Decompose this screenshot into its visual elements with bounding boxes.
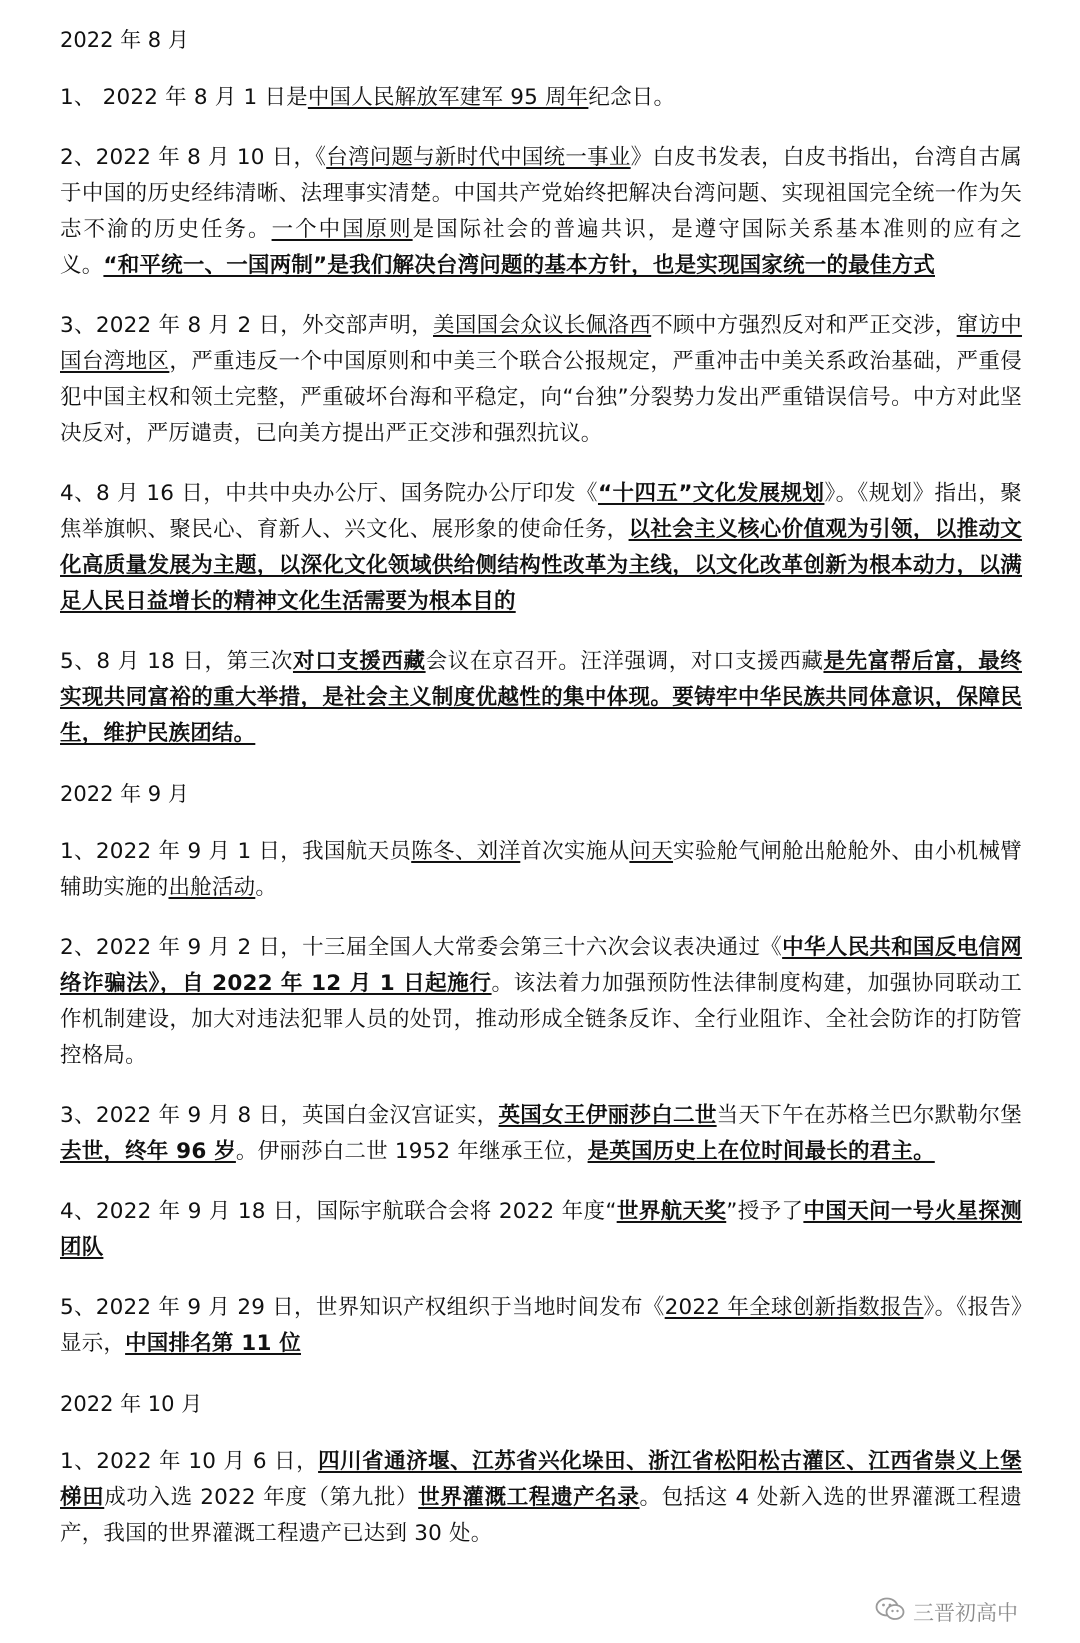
item-text: 当天下午在苏格兰巴尔默勒尔堡 — [716, 1103, 1022, 1128]
news-item — [60, 930, 1022, 1074]
item-text: 是国际社会的普遍共识，是遵守国际关系基本准则的应有之义。 — [60, 217, 1023, 278]
key-phrase: 中国人民解放军建军 95 周年 — [307, 85, 589, 110]
item-text: 。 — [255, 875, 278, 900]
key-phrase: 问天 — [629, 839, 674, 864]
item-text: 1、2022 年 10 月 6 日， — [60, 1449, 319, 1474]
news-item — [60, 644, 1022, 752]
document-content — [60, 22, 1022, 1552]
item-text: 。该法着力加强预防性法律制度构建，加强协同联动工作机制建设，加大对违法犯罪人员的处罚，推动形成全链条反诈、全行业阻诈、全社会防诈的打防管控格局。 — [60, 971, 1022, 1068]
item-text: 3、2022 年 8 月 2 日，外交部声明， — [60, 313, 434, 338]
item-text: 不顾中方强烈反对和严正交涉， — [651, 313, 957, 338]
news-item — [60, 834, 1022, 906]
item-text: ，严重违反一个中国原则和中美三个联合公报规定，严重冲击中美关系政治基础，严重侵犯中国主权和领土完整，严重破坏台海和平稳定，向“台独”分裂势力发出严重错误信号。中方对此坚决反对，严厉谴责，已向美方提出严正交涉和强烈抗议。 — [60, 349, 1022, 446]
item-text: 成功入选 2022 年度（第九批） — [104, 1485, 419, 1510]
item-text: 1、 2022 年 8 月 1 日是 — [60, 85, 308, 110]
item-text: 》白皮书发表，白皮书指出，台湾自古属于中国的历史经纬清晰、法理事实清楚。中国共产党始终把解决台湾问题、实现祖国完全统一作为矢志不渝的历史任务。 — [60, 145, 1023, 242]
item-text: ”授予了 — [726, 1199, 804, 1224]
month-heading: 2022 年 10 月 — [60, 1392, 203, 1416]
item-text: 。伊丽莎白二世 1952 年继承王位， — [235, 1139, 588, 1164]
item-text: 5、2022 年 9 月 29 日，世界知识产权组织于当地时间发布《 — [60, 1295, 665, 1320]
item-text: 3、2022 年 9 月 8 日，英国白金汉宫证实， — [60, 1103, 499, 1128]
item-text: 4、2022 年 9 月 18 日，国际宇航联合会将 2022 年度“ — [60, 1199, 617, 1224]
news-item — [60, 1290, 1022, 1362]
news-item — [60, 1444, 1022, 1552]
key-phrase: 是英国历史上在位时间最长的君主。 — [587, 1139, 935, 1164]
key-phrase: 英国女王伊丽莎白二世 — [498, 1103, 717, 1128]
key-phrase: “和平统一、一国两制”是我们解决台湾问题的基本方针，也是实现国家统一的最佳方式 — [103, 253, 935, 278]
key-phrase: 去世，终年 96 岁 — [60, 1139, 236, 1164]
item-text: 》。《报告》显示， — [60, 1295, 1023, 1356]
news-item — [60, 1194, 1022, 1266]
news-item — [60, 308, 1022, 452]
key-phrase: 以社会主义核心价值观为引领，以推动文化高质量发展为主题，以深化文化领域供给侧结构性改革为主线，以文化改革创新为根本动力，以满足人民日益增长的精神文化生活需要为根本目的 — [60, 517, 1023, 614]
key-phrase: 中华人民共和国反电信网络诈骗法》，自 2022 年 12 月 1 日起施行 — [60, 935, 1023, 996]
key-phrase: “十四五”文化发展规划 — [597, 481, 825, 506]
news-item — [60, 1098, 1022, 1170]
key-phrase: 中国排名第 11 位 — [125, 1331, 301, 1356]
key-phrase: 中国天问一号火星探测团队 — [60, 1199, 1022, 1260]
key-phrase: 2022 年全球创新指数报告 — [664, 1295, 924, 1320]
key-phrase: 是先富帮后富，最终实现共同富裕的重大举措，是社会主义制度优越性的集中体现。要铸牢中华民族共同体意识，保障民生，维护民族团结。 — [60, 649, 1022, 746]
key-phrase: 世界航天奖 — [616, 1199, 727, 1224]
watermark-text: 三晋初高中 — [913, 1600, 1018, 1625]
item-text: 实验舱气闸舱出舱舱外、由小机械臂辅助实施的 — [60, 839, 1022, 900]
item-text: 5、8 月 18 日，第三次 — [60, 649, 293, 674]
key-phrase: 一个中国原则 — [271, 217, 413, 242]
key-phrase: 窜访中国台湾地区 — [60, 313, 1022, 374]
key-phrase: 世界灌溉工程遗产名录 — [418, 1485, 640, 1510]
key-phrase: 美国国会众议长佩洛西 — [433, 313, 652, 338]
item-text: 会议在京召开。汪洋强调，对口支援西藏 — [425, 649, 824, 674]
key-phrase: 出舱活动 — [168, 875, 256, 900]
item-text: 》。《规划》指出，聚焦举旗帜、聚民心、育新人、兴文化、展形象的使命任务， — [60, 481, 1022, 542]
item-text: 2、2022 年 9 月 2 日，十三届全国人大常委会第三十六次会议表决通过《 — [60, 935, 783, 960]
item-text: 1、2022 年 9 月 1 日，我国航天员 — [60, 839, 412, 864]
key-phrase: 台湾问题与新时代中国统一事业 — [326, 145, 631, 170]
news-item — [60, 476, 1022, 620]
month-heading: 2022 年 9 月 — [60, 782, 189, 806]
month-heading: 2022 年 8 月 — [60, 28, 189, 52]
key-phrase: 四川省通济堰、江苏省兴化垛田、浙江省松阳松古灌区、江西省崇义上堡梯田 — [60, 1449, 1022, 1510]
news-item — [60, 80, 1022, 116]
item-text: 首次实施从 — [520, 839, 630, 864]
item-text: 。包括这 4 处新入选的世界灌溉工程遗产，我国的世界灌溉工程遗产已达到 30 处。 — [60, 1485, 1022, 1546]
item-text: 4、8 月 16 日，中共中央办公厅、国务院办公厅印发《 — [60, 481, 598, 506]
wechat-icon — [875, 1596, 905, 1627]
item-text: 纪念日。 — [588, 85, 676, 110]
key-phrase: 陈冬、刘洋 — [411, 839, 521, 864]
item-text: 2、2022 年 8 月 10 日，《 — [60, 145, 327, 170]
watermark — [875, 1596, 1018, 1627]
news-item — [60, 140, 1022, 284]
key-phrase: 对口支援西藏 — [292, 649, 426, 674]
